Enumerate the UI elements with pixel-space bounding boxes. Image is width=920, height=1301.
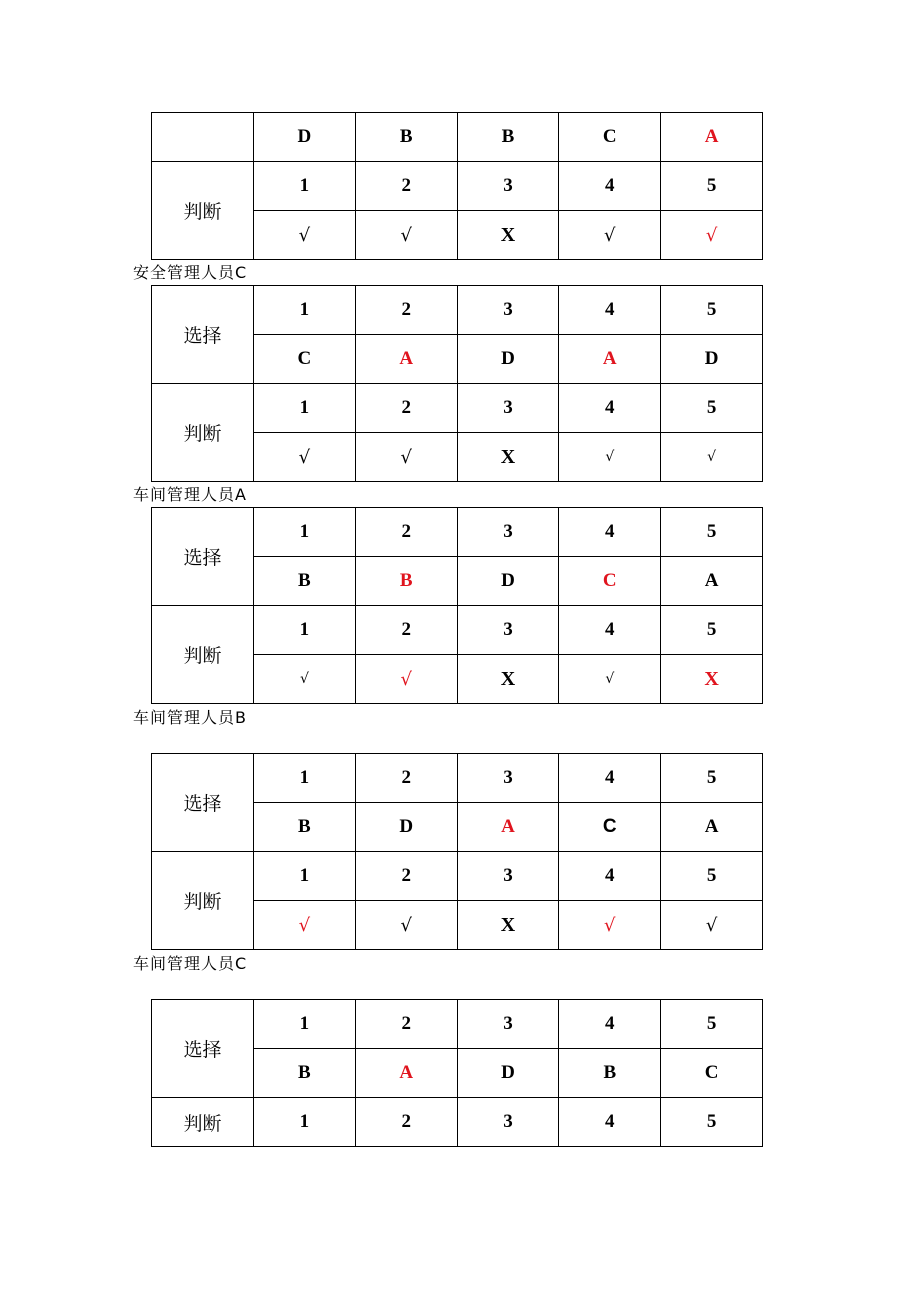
question-number: 2 <box>355 754 457 803</box>
question-number: 5 <box>661 384 763 433</box>
judge-label: 判断 <box>152 1098 254 1147</box>
question-number: 3 <box>457 162 559 211</box>
question-number: 3 <box>457 384 559 433</box>
question-number: 4 <box>559 286 661 335</box>
check-mark: √ <box>355 433 457 482</box>
answer-cell: B <box>559 1049 661 1098</box>
judge-label: 判断 <box>152 852 254 950</box>
answer-cell: D <box>254 113 356 162</box>
question-number: 2 <box>355 286 457 335</box>
section-title: 车间管理人员C <box>133 954 248 973</box>
judge-label: 判断 <box>152 162 254 260</box>
question-number: 3 <box>457 508 559 557</box>
question-number: 1 <box>254 384 356 433</box>
answer-cell: A <box>661 113 763 162</box>
answer-cell: C <box>559 557 661 606</box>
judge-number-row <box>152 384 763 433</box>
question-number: 2 <box>355 1000 457 1049</box>
check-mark: √ <box>254 901 356 950</box>
question-number: 1 <box>254 286 356 335</box>
question-number: 4 <box>559 754 661 803</box>
empty-cell <box>152 113 254 162</box>
answer-table-3 <box>151 507 763 704</box>
check-mark: √ <box>254 211 356 260</box>
question-number: 4 <box>559 1000 661 1049</box>
question-number: 3 <box>457 606 559 655</box>
section-title: 车间管理人员A <box>133 485 247 504</box>
cross-mark: X <box>457 433 559 482</box>
question-number: 2 <box>355 508 457 557</box>
cross-mark: X <box>457 211 559 260</box>
judge-number-row <box>152 1098 763 1147</box>
check-mark: √ <box>254 655 356 704</box>
question-number: 5 <box>661 508 763 557</box>
answer-cell: A <box>355 1049 457 1098</box>
question-number: 1 <box>254 1098 356 1147</box>
cross-mark: X <box>457 655 559 704</box>
check-mark: √ <box>661 211 763 260</box>
answer-cell: C <box>254 335 356 384</box>
answer-cell: C <box>559 803 661 852</box>
question-number: 5 <box>661 162 763 211</box>
question-number: 1 <box>254 606 356 655</box>
answer-cell: A <box>661 803 763 852</box>
choice-label: 选择 <box>152 286 254 384</box>
check-mark: √ <box>661 901 763 950</box>
choice-number-row <box>152 508 763 557</box>
question-number: 3 <box>457 286 559 335</box>
question-number: 1 <box>254 754 356 803</box>
answer-cell: D <box>355 803 457 852</box>
choice-label: 选择 <box>152 754 254 852</box>
choice-number-row <box>152 1000 763 1049</box>
question-number: 3 <box>457 1000 559 1049</box>
question-number: 4 <box>559 162 661 211</box>
answer-cell: C <box>661 1049 763 1098</box>
answer-cell: A <box>355 335 457 384</box>
question-number: 2 <box>355 162 457 211</box>
question-number: 3 <box>457 1098 559 1147</box>
answer-cell: D <box>661 335 763 384</box>
question-number: 4 <box>559 508 661 557</box>
answer-table-1 <box>151 112 763 260</box>
check-mark: √ <box>661 433 763 482</box>
section-title: 安全管理人员C <box>133 263 248 282</box>
answer-table-4 <box>151 753 763 950</box>
answer-table-2 <box>151 285 763 482</box>
judge-label: 判断 <box>152 606 254 704</box>
answer-cell: B <box>457 113 559 162</box>
question-number: 5 <box>661 852 763 901</box>
judge-number-row <box>152 162 763 211</box>
question-number: 2 <box>355 852 457 901</box>
judge-number-row <box>152 852 763 901</box>
answer-cell: D <box>457 1049 559 1098</box>
answer-cell: A <box>559 335 661 384</box>
check-mark: √ <box>559 655 661 704</box>
question-number: 3 <box>457 754 559 803</box>
answer-cell: B <box>254 557 356 606</box>
answer-cell: D <box>457 335 559 384</box>
check-mark: √ <box>559 211 661 260</box>
question-number: 5 <box>661 606 763 655</box>
answer-cell: C <box>559 113 661 162</box>
choice-label: 选择 <box>152 508 254 606</box>
choice-label: 选择 <box>152 1000 254 1098</box>
check-mark: √ <box>559 901 661 950</box>
question-number: 4 <box>559 852 661 901</box>
question-number: 5 <box>661 1098 763 1147</box>
question-number: 5 <box>661 754 763 803</box>
check-mark: √ <box>254 433 356 482</box>
section-title: 车间管理人员B <box>133 708 247 727</box>
check-mark: √ <box>559 433 661 482</box>
answer-cell: B <box>355 113 457 162</box>
answer-cell: B <box>254 803 356 852</box>
answer-cell: D <box>457 557 559 606</box>
answer-cell: A <box>457 803 559 852</box>
question-number: 4 <box>559 384 661 433</box>
question-number: 1 <box>254 852 356 901</box>
question-number: 3 <box>457 852 559 901</box>
check-mark: √ <box>355 901 457 950</box>
question-number: 4 <box>559 606 661 655</box>
question-number: 5 <box>661 286 763 335</box>
answer-cell: A <box>661 557 763 606</box>
check-mark: √ <box>355 211 457 260</box>
question-number: 2 <box>355 606 457 655</box>
question-number: 1 <box>254 162 356 211</box>
question-number: 2 <box>355 1098 457 1147</box>
judge-number-row <box>152 606 763 655</box>
question-number: 1 <box>254 1000 356 1049</box>
choice-answer-row <box>152 113 763 162</box>
cross-mark: X <box>457 901 559 950</box>
question-number: 4 <box>559 1098 661 1147</box>
judge-label: 判断 <box>152 384 254 482</box>
choice-number-row <box>152 286 763 335</box>
question-number: 5 <box>661 1000 763 1049</box>
cross-mark: X <box>661 655 763 704</box>
question-number: 2 <box>355 384 457 433</box>
question-number: 1 <box>254 508 356 557</box>
check-mark: √ <box>355 655 457 704</box>
answer-table-5 <box>151 999 763 1147</box>
choice-number-row <box>152 754 763 803</box>
answer-cell: B <box>254 1049 356 1098</box>
answer-cell: B <box>355 557 457 606</box>
